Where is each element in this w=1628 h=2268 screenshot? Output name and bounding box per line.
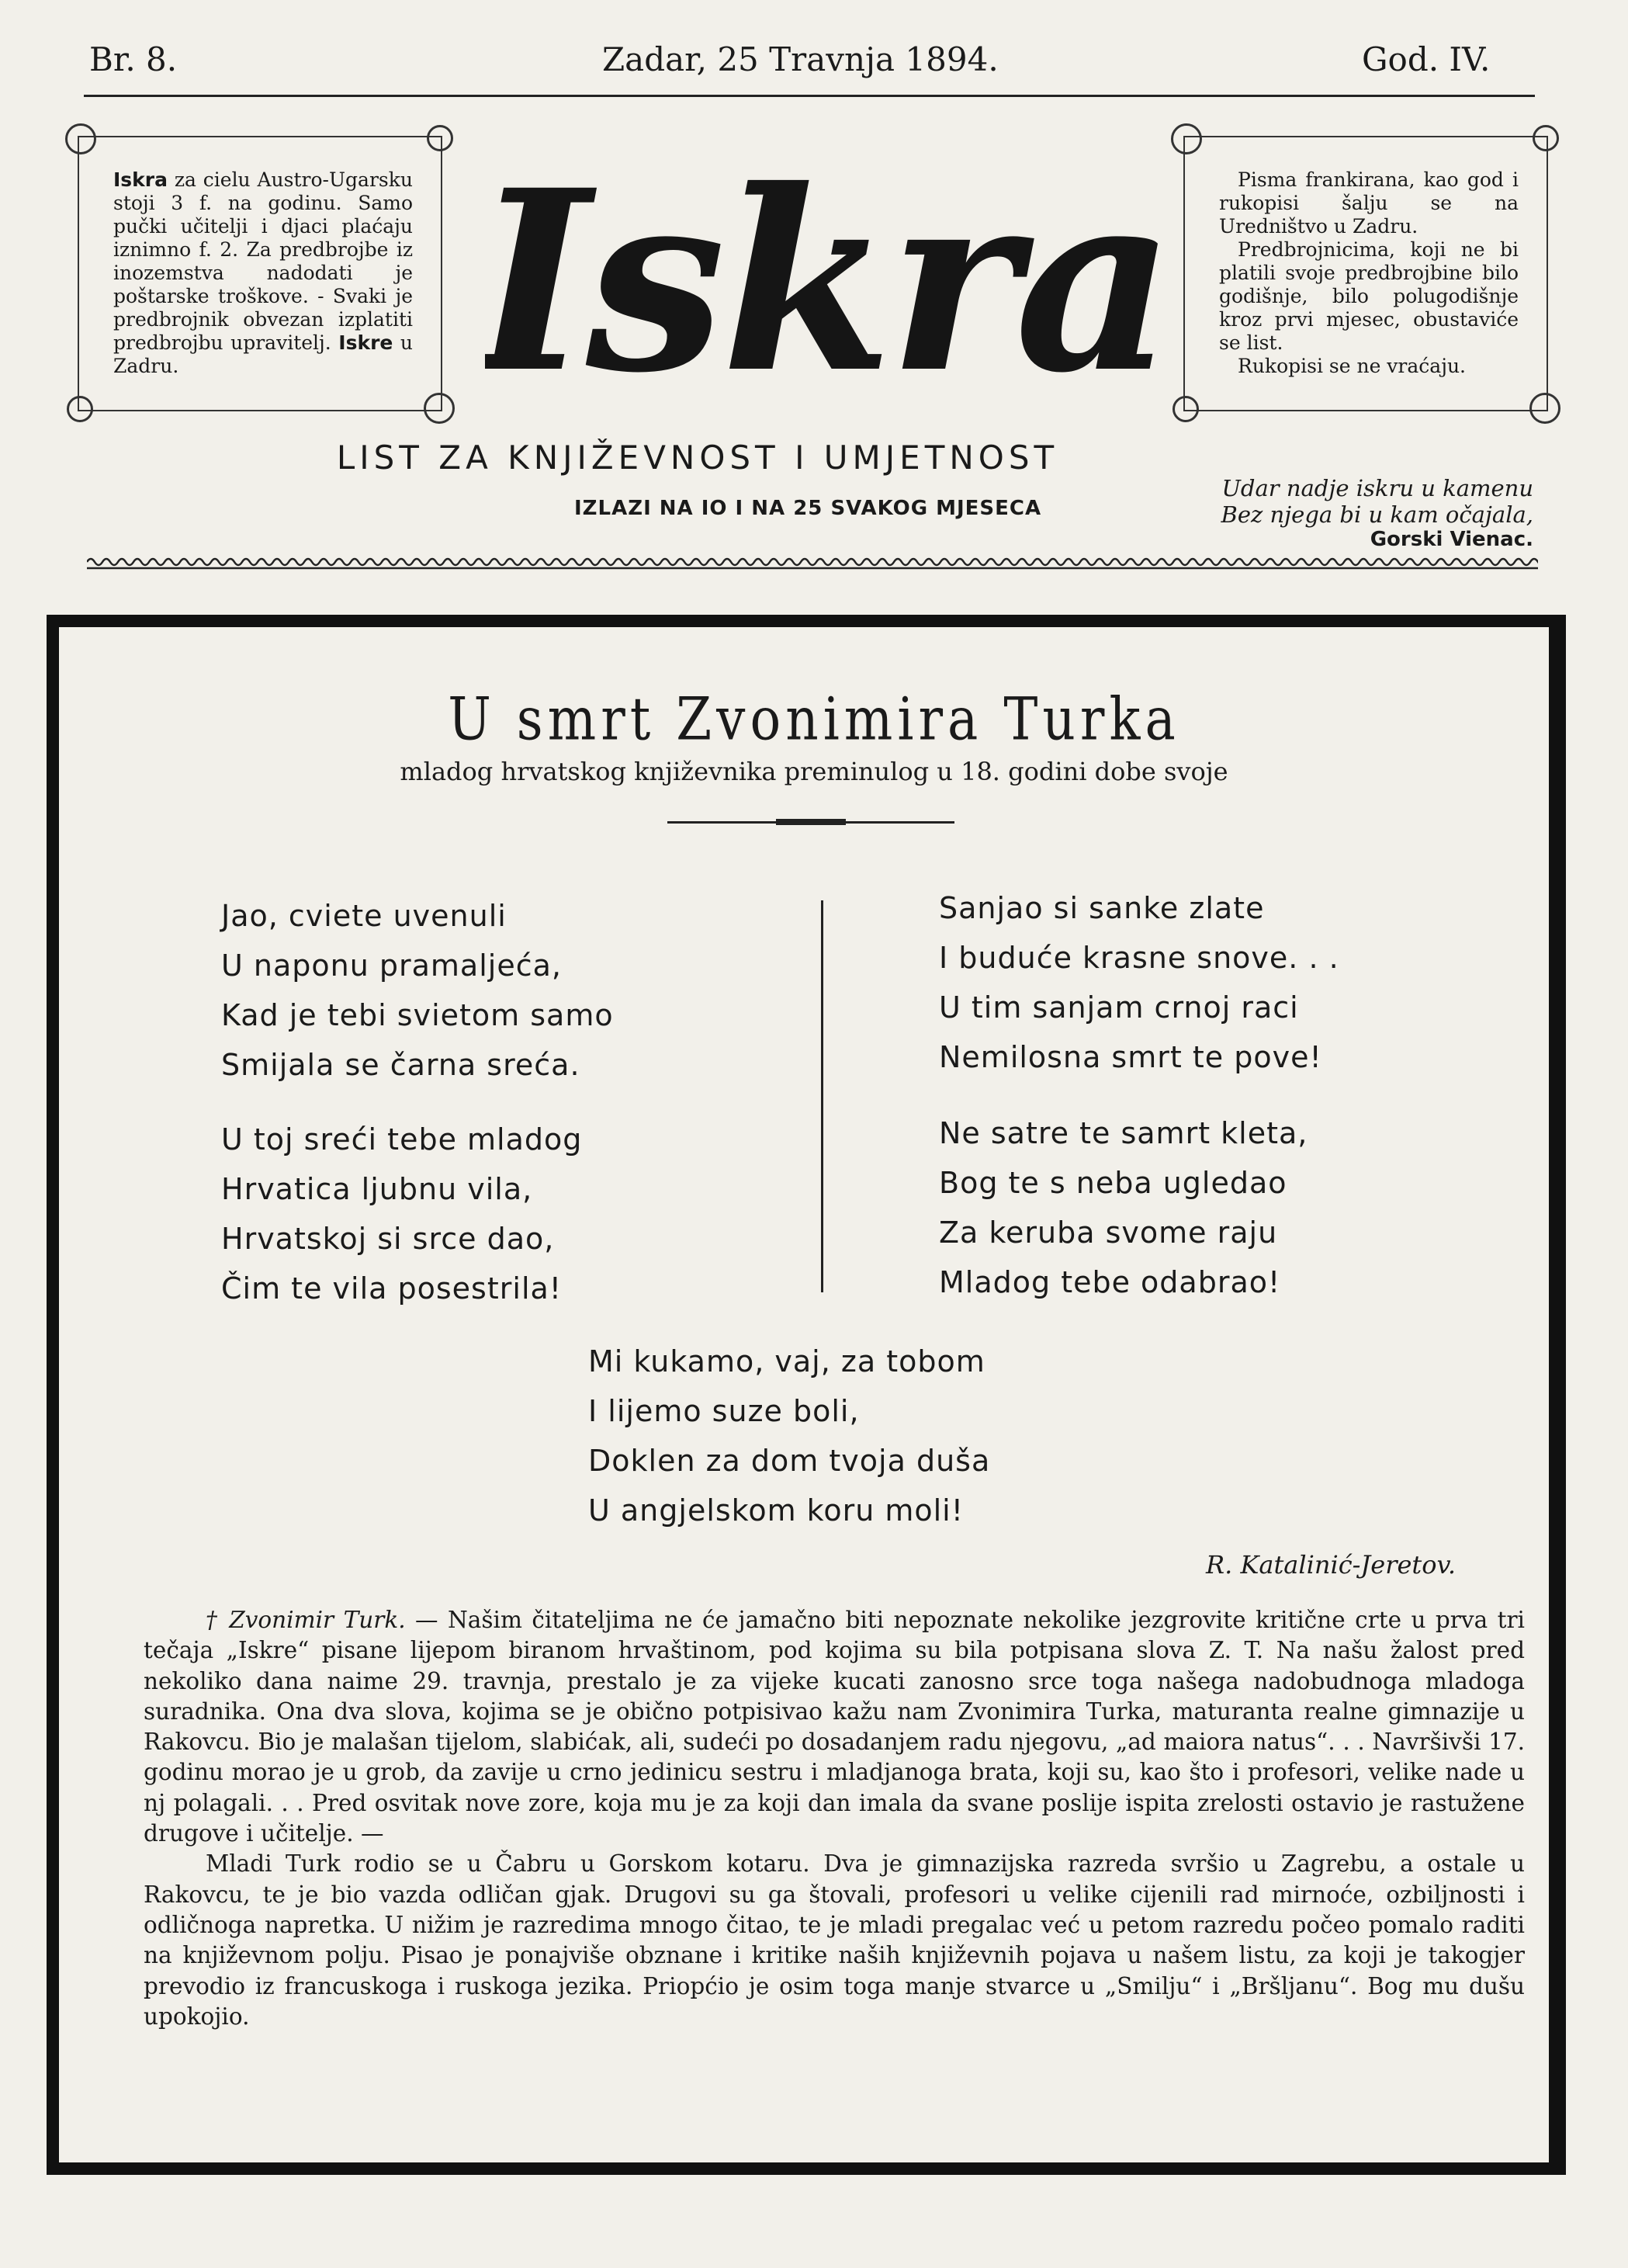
stanza	[221, 891, 614, 1090]
notice-tail-brand: Iskre	[338, 331, 393, 354]
notice-brand: Iskra	[113, 168, 168, 191]
verse-line: Za keruba svome raju	[939, 1215, 1278, 1250]
poem-title: U smrt Zvonimira Turka	[448, 685, 1180, 754]
verse-line: I buduće krasne snove. . .	[939, 941, 1339, 975]
notice-para: Rukopisi se ne vraćaju.	[1238, 355, 1466, 377]
subtitle-text: LIST ZA KNJIŽEVNOST I UMJETNOST	[336, 439, 1059, 477]
title-rule-accent	[776, 819, 846, 825]
obituary-text	[144, 1605, 1525, 2032]
stanza	[588, 1337, 990, 1535]
verse-line: Čim te vila posestrila!	[221, 1271, 563, 1306]
obituary-paragraph	[144, 1605, 1525, 1849]
masthead-rule	[84, 95, 1535, 97]
logo-text: Iskra	[485, 137, 1160, 423]
verse-line: Sanjao si sanke zlate	[939, 891, 1265, 925]
obituary-paragraph: Mladi Turk rodio se u Čabru u Gorskom kotaru. Dva je gimnazijska razreda svršio u Zagrebu, a ostale u Rakovcu, te je bio vazda odličan gjak. Drugovi su ga štovali, profesori u velike cijenili rad mirnoće, ozbiljnosti i odličnoga napretka. U nižim je razredima mnogo čitao, te je mladi pregalac već u petom razredu počeo pomalo raditi na književnom polju. Pisao je ponajviše obznane i kritike naših književnih pojava u našem listu, za koji je takogjer prevodio iz francuskoga i ruskoga jezika. Priopćio je osim toga manje stvarce u „Smilju“ i „Bršljanu“. Bog mu dušu upokojio.	[144, 1850, 1525, 2030]
subscription-notice	[78, 136, 442, 411]
stanza	[939, 883, 1339, 1082]
verse-line: U tim sanjam crnoj raci	[939, 990, 1299, 1025]
stanza	[939, 1108, 1308, 1307]
issue-number: Br. 8.	[89, 40, 178, 78]
editorial-notice	[1183, 136, 1548, 411]
motto-line: Bez njega bi u kam očajala,	[1221, 501, 1533, 528]
notice-para: Predbrojnicima, koji ne bi platili svoje predbrojbine bilo godišnje, bilo polugodišnje kroz prvi mjesec, obustaviće se list.	[1219, 238, 1519, 354]
column-divider	[821, 900, 823, 1292]
verse-line: U angjelskom koru moli!	[588, 1493, 964, 1528]
stanza	[221, 1115, 582, 1313]
verse-line: Hrvatica ljubnu vila,	[221, 1172, 533, 1206]
obituary-heading: † Zvonimir Turk.	[206, 1607, 406, 1633]
verse-line: Ne satre te samrt kleta,	[939, 1116, 1308, 1150]
verse-line: Mi kukamo, vaj, za tobom	[588, 1344, 985, 1378]
issue-frequency: IZLAZI NA IO I NA 25 SVAKOG MJESECA	[574, 497, 1042, 520]
verse-line: Kad je tebi svietom samo	[221, 998, 614, 1032]
ornament-icon	[1533, 125, 1559, 151]
wavy-rule	[87, 553, 1538, 571]
ornament-icon	[67, 396, 93, 422]
verse-line: Jao, cviete uvenuli	[221, 899, 507, 933]
verse-line: Smijala se čarna sreća.	[221, 1048, 580, 1082]
masthead-subtitle	[0, 439, 1628, 477]
verse-line: Nemilosna smrt te pove!	[939, 1040, 1322, 1074]
verse-line: Bog te s neba ugledao	[939, 1166, 1287, 1200]
obituary-body: — Našim čitateljima ne će jamačno biti nepoznate nekolike jezgrovite kritične crte u prva tri tečaja „Iskre“ pisane lijepom biranom hrvaštinom, pod kojima su bila potpisana slova Z. T. Na našu žalost pred nekoliko dana naime 29. travnja, prestalo je za vijeke kucati zanosno srce toga našega nadobudnoga mladoga suradnika. Ona dva slova, kojima se je obično potpisivao kažu nam Zvonimira Turka, maturanta realne gimnazije u Rakovcu. Bio je malašan tijelom, slabićak, ali, sudeći po dosadanjem radu njegovu, „ad maiora natus“. . . Navršivši 17. godinu morao je u grob, da zavije u crno jedinicu sestru i mladjanoga brata, koji su, kao što i profesori, velike nade u nj polagali. . . Pred osvitak nove zore, koja mu je za koji dan imala da svane poslije ispita zrelosti ostavio je rastužene drugove i učitelje. —	[144, 1607, 1525, 1847]
notice-text: za cielu Austro-Ugarsku stoji 3 f. na godinu. Samo pučki učitelji i djaci plaćaju iznimno f. 2. Za predbrojbe iz inozemstva nadodati je poštarske troškove. - Svaki je predbrojnik obvezan izplatiti predbrojbu upravitelj.	[113, 168, 413, 354]
motto-line: Udar nadje iskru u kamenu	[1221, 475, 1533, 501]
notice-para: Pisma frankirana, kao god i rukopisi šalju se na Uredništvo u Zadru.	[1219, 168, 1519, 238]
logo-lettering	[485, 113, 1160, 423]
poem-author: R. Katalinić-Jeretov.	[1206, 1550, 1456, 1580]
verse-line: U naponu pramaljeća,	[221, 948, 562, 983]
iskra-logo	[485, 113, 1160, 423]
ornament-icon	[427, 125, 453, 151]
volume-number: God. IV.	[1362, 40, 1491, 78]
notice-tail: u Zadru.	[113, 331, 413, 377]
ornament-icon	[1173, 396, 1199, 422]
verse-line: I lijemo suze boli,	[588, 1394, 860, 1428]
verse-line: Mladog tebe odabrao!	[939, 1265, 1281, 1299]
verse-line: Doklen za dom tvoja duša	[588, 1444, 991, 1478]
motto-source: Gorski Vienac.	[1370, 528, 1533, 551]
verse-line: Hrvatskoj si srce dao,	[221, 1222, 555, 1256]
verse-line: U toj sreći tebe mladog	[221, 1122, 583, 1157]
issue-date: Zadar, 25 Travnja 1894.	[602, 40, 999, 78]
poem-subtitle: mladog hrvatskog književnika preminulog u 18. godini dobe svoje	[400, 757, 1228, 786]
